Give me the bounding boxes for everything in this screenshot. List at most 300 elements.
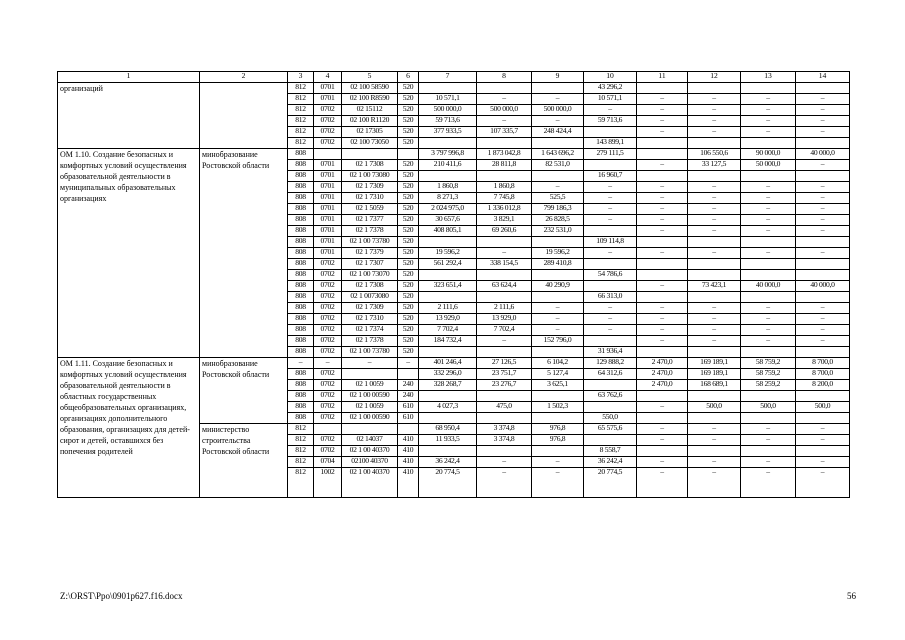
table-cell: 11 933,5 — [419, 435, 477, 446]
table-cell: – — [796, 226, 850, 237]
table-cell: 8 700,0 — [796, 369, 850, 380]
table-cell: 808 — [288, 226, 314, 237]
table-cell — [477, 270, 532, 281]
table-cell: 289 410,8 — [532, 259, 584, 270]
table-cell: – — [637, 314, 688, 325]
table-cell — [419, 270, 477, 281]
table-cell: 8 271,3 — [419, 193, 477, 204]
table-cell: 520 — [398, 270, 419, 281]
table-cell: 0702 — [314, 259, 342, 270]
table-cell: – — [741, 468, 796, 498]
table-cell — [637, 83, 688, 94]
table-cell: 40 000,0 — [796, 281, 850, 292]
table-cell — [584, 259, 637, 270]
table-cell: 02 1 7308 — [342, 281, 398, 292]
table-cell: 520 — [398, 259, 419, 270]
table-cell — [637, 171, 688, 182]
table-cell: 520 — [398, 303, 419, 314]
table-cell: 561 292,4 — [419, 259, 477, 270]
table-cell: – — [796, 325, 850, 336]
table-cell: 0702 — [314, 127, 342, 138]
table-cell: – — [741, 215, 796, 226]
table-cell — [796, 446, 850, 457]
table-cell: 525,5 — [532, 193, 584, 204]
table-cell: – — [477, 468, 532, 498]
table-cell — [398, 424, 419, 435]
table-cell: 520 — [398, 336, 419, 347]
table-cell: 500,0 — [741, 402, 796, 413]
table-cell: 27 126,5 — [477, 358, 532, 369]
table-cell — [419, 292, 477, 303]
table-cell: 0701 — [314, 94, 342, 105]
table-cell: 58 759,2 — [741, 369, 796, 380]
table-cell — [796, 391, 850, 402]
table-cell — [741, 446, 796, 457]
table-cell: 107 335,7 — [477, 127, 532, 138]
table-cell: – — [637, 468, 688, 498]
table-cell: 338 154,5 — [477, 259, 532, 270]
table-cell: – — [741, 314, 796, 325]
table-cell — [796, 83, 850, 94]
table-cell — [741, 138, 796, 149]
table-cell — [342, 149, 398, 160]
column-header: 9 — [532, 72, 584, 83]
table-cell: – — [637, 193, 688, 204]
column-header: 11 — [637, 72, 688, 83]
table-cell — [477, 347, 532, 358]
column-header: 8 — [477, 72, 532, 83]
table-cell: 520 — [398, 226, 419, 237]
table-cell — [637, 292, 688, 303]
table-cell: 3 625,1 — [532, 380, 584, 391]
table-cell: – — [532, 325, 584, 336]
table-cell: – — [796, 435, 850, 446]
table-cell: – — [637, 457, 688, 468]
responsible-org — [200, 149, 288, 358]
table-cell — [637, 270, 688, 281]
table-cell: – — [637, 105, 688, 116]
table-cell — [796, 259, 850, 270]
table-cell — [688, 446, 741, 457]
table-cell: 408 805,1 — [419, 226, 477, 237]
table-cell: 02 1 7378 — [342, 336, 398, 347]
table-cell — [637, 259, 688, 270]
table-cell — [741, 413, 796, 424]
table-cell: – — [741, 457, 796, 468]
table-cell: 808 — [288, 270, 314, 281]
table-cell: 377 933,5 — [419, 127, 477, 138]
table-cell — [532, 413, 584, 424]
table-cell — [477, 237, 532, 248]
table-cell: 0701 — [314, 160, 342, 171]
table-cell: 64 312,6 — [584, 369, 637, 380]
table-cell: 02 1 7377 — [342, 215, 398, 226]
table-cell: – — [688, 435, 741, 446]
table-cell — [314, 424, 342, 435]
column-header: 6 — [398, 72, 419, 83]
table-cell — [477, 391, 532, 402]
table-cell: – — [584, 314, 637, 325]
table-cell: 0702 — [314, 369, 342, 380]
table-cell: 520 — [398, 204, 419, 215]
table-cell: – — [637, 127, 688, 138]
table-cell — [796, 171, 850, 182]
table-cell: 7 702,4 — [419, 325, 477, 336]
table-cell: 59 713,6 — [419, 116, 477, 127]
table-cell: – — [532, 457, 584, 468]
table-cell — [637, 413, 688, 424]
table-cell: – — [796, 424, 850, 435]
table-cell: – — [741, 424, 796, 435]
column-header: 4 — [314, 72, 342, 83]
table-cell: 475,0 — [477, 402, 532, 413]
table-cell: 0701 — [314, 83, 342, 94]
table-cell: 0701 — [314, 193, 342, 204]
table-cell — [419, 171, 477, 182]
table-cell — [532, 446, 584, 457]
table-cell — [741, 237, 796, 248]
table-cell: – — [637, 94, 688, 105]
table-cell — [419, 83, 477, 94]
table-cell: 02 1 7378 — [342, 226, 398, 237]
table-cell — [477, 171, 532, 182]
table-cell: 28 811,8 — [477, 160, 532, 171]
table-cell: 240 — [398, 391, 419, 402]
table-cell: 143 899,1 — [584, 138, 637, 149]
table-cell: – — [688, 314, 741, 325]
table-cell — [532, 347, 584, 358]
responsible-org — [200, 83, 288, 149]
table-cell — [741, 391, 796, 402]
column-header: 7 — [419, 72, 477, 83]
table-cell: – — [532, 468, 584, 498]
table-cell: 69 260,6 — [477, 226, 532, 237]
table-cell — [688, 138, 741, 149]
table-cell: 02 17305 — [342, 127, 398, 138]
table-cell: – — [288, 358, 314, 369]
table-cell: – — [637, 160, 688, 171]
table-cell: 90 000,0 — [741, 149, 796, 160]
measure-title-text: ОМ 1.10. Создание безопасных и комфортных условий осуществления образовательной деятельности в муниципальных образовательных организациях — [60, 150, 187, 203]
table-cell — [741, 259, 796, 270]
table-cell: 808 — [288, 171, 314, 182]
measure-title-text: организаций — [60, 84, 103, 93]
table-cell — [419, 446, 477, 457]
table-cell: – — [688, 116, 741, 127]
column-header: 14 — [796, 72, 850, 83]
table-cell: – — [637, 226, 688, 237]
table-cell: 1 873 042,8 — [477, 149, 532, 160]
table-cell — [688, 270, 741, 281]
table-cell — [796, 270, 850, 281]
table-cell: 248 424,4 — [532, 127, 584, 138]
table-cell: 410 — [398, 457, 419, 468]
table-cell — [688, 259, 741, 270]
table-cell: 520 — [398, 182, 419, 193]
table-cell: – — [741, 116, 796, 127]
table-cell: 808 — [288, 314, 314, 325]
table-cell: 02 1 00 40370 — [342, 468, 398, 498]
table-cell — [796, 413, 850, 424]
table-cell: – — [688, 127, 741, 138]
column-header: 12 — [688, 72, 741, 83]
table-row — [58, 149, 850, 160]
table-cell: 808 — [288, 391, 314, 402]
table-cell: 2 470,0 — [637, 380, 688, 391]
table-cell: 129 888,2 — [584, 358, 637, 369]
table-cell: 808 — [288, 402, 314, 413]
table-cell: 20 774,5 — [584, 468, 637, 498]
table-cell: 169 189,1 — [688, 369, 741, 380]
table-cell: 58 759,2 — [741, 358, 796, 369]
table-cell: – — [637, 215, 688, 226]
table-cell: 240 — [398, 380, 419, 391]
table-cell: 36 242,4 — [419, 457, 477, 468]
table-cell: 2 111,6 — [419, 303, 477, 314]
table-cell: – — [637, 248, 688, 259]
table-cell: 73 423,1 — [688, 281, 741, 292]
table-cell: – — [688, 226, 741, 237]
table-cell: 0702 — [314, 138, 342, 149]
table-cell: 410 — [398, 468, 419, 498]
table-cell: 02 1 00 73780 — [342, 347, 398, 358]
table-cell: 799 186,3 — [532, 204, 584, 215]
table-cell: – — [796, 336, 850, 347]
table-cell: 550,0 — [584, 413, 637, 424]
table-cell: – — [477, 457, 532, 468]
table-cell — [688, 171, 741, 182]
table-cell: 40 000,0 — [741, 281, 796, 292]
table-cell: – — [688, 204, 741, 215]
table-cell — [532, 171, 584, 182]
table-cell: 23 751,7 — [477, 369, 532, 380]
table-cell — [477, 138, 532, 149]
table-cell: – — [688, 94, 741, 105]
table-cell: 6 104,2 — [532, 358, 584, 369]
table-cell: 13 929,0 — [419, 314, 477, 325]
table-cell: 520 — [398, 215, 419, 226]
table-cell: 7 702,4 — [477, 325, 532, 336]
table-cell: 0702 — [314, 303, 342, 314]
table-cell: 520 — [398, 160, 419, 171]
table-cell: 520 — [398, 83, 419, 94]
table-cell: – — [584, 193, 637, 204]
table-cell: 232 531,0 — [532, 226, 584, 237]
table-cell: 210 411,6 — [419, 160, 477, 171]
table-cell: – — [477, 248, 532, 259]
table-cell: 02 14037 — [342, 435, 398, 446]
table-cell: – — [796, 303, 850, 314]
table-cell: 63 624,4 — [477, 281, 532, 292]
table-cell: 812 — [288, 138, 314, 149]
table-cell: 0702 — [314, 281, 342, 292]
footer-file-path: Z:\ORST\Ppo\0901p627.f16.docx — [60, 591, 183, 601]
table-cell: 520 — [398, 171, 419, 182]
table-cell: 8 558,7 — [584, 446, 637, 457]
table-cell: 43 296,2 — [584, 83, 637, 94]
table-cell: 520 — [398, 105, 419, 116]
table-cell: – — [741, 336, 796, 347]
table-cell: 109 114,8 — [584, 237, 637, 248]
table-cell: 02 15112 — [342, 105, 398, 116]
table-cell: – — [532, 303, 584, 314]
column-header: 3 — [288, 72, 314, 83]
table-cell: 63 762,6 — [584, 391, 637, 402]
table-cell: 808 — [288, 182, 314, 193]
table-cell — [688, 292, 741, 303]
measure-title — [58, 358, 200, 498]
table-cell: 1002 — [314, 468, 342, 498]
table-cell: – — [584, 248, 637, 259]
table-cell: 520 — [398, 138, 419, 149]
table-cell: – — [796, 248, 850, 259]
table-cell — [532, 270, 584, 281]
table-cell: 5 127,4 — [532, 369, 584, 380]
column-header: 5 — [342, 72, 398, 83]
table-cell — [477, 292, 532, 303]
table-cell: 0701 — [314, 215, 342, 226]
table-cell: 808 — [288, 248, 314, 259]
header-row — [58, 72, 850, 83]
table-cell: – — [584, 204, 637, 215]
table-cell: – — [741, 127, 796, 138]
table-cell: – — [637, 182, 688, 193]
table-cell: – — [314, 358, 342, 369]
table-cell: 0701 — [314, 204, 342, 215]
table-cell: – — [477, 94, 532, 105]
table-cell: 0702 — [314, 347, 342, 358]
table-cell — [741, 83, 796, 94]
table-cell: 410 — [398, 435, 419, 446]
responsible-org-text: министерство строительства Ростовской области — [202, 425, 270, 456]
table-cell: – — [637, 303, 688, 314]
table-cell: 02 100 58590 — [342, 83, 398, 94]
table-cell: 1 860,8 — [419, 182, 477, 193]
table-cell: 66 313,0 — [584, 292, 637, 303]
table-cell: 279 111,5 — [584, 149, 637, 160]
table-cell: 520 — [398, 193, 419, 204]
table-cell: – — [741, 435, 796, 446]
table-cell: 152 796,0 — [532, 336, 584, 347]
table-cell: 169 189,1 — [688, 358, 741, 369]
table-cell — [584, 160, 637, 171]
table-cell: – — [688, 424, 741, 435]
table-cell: 328 268,7 — [419, 380, 477, 391]
table-cell: 8 700,0 — [796, 358, 850, 369]
table-cell: 23 276,7 — [477, 380, 532, 391]
budget-table — [57, 71, 850, 498]
table-cell: 02 1 7309 — [342, 303, 398, 314]
table-cell: – — [796, 160, 850, 171]
table-cell: 808 — [288, 149, 314, 160]
table-cell: 500 000,0 — [477, 105, 532, 116]
table-cell: 808 — [288, 347, 314, 358]
table-cell — [532, 237, 584, 248]
table-row — [58, 83, 850, 94]
table-cell: 3 797 996,8 — [419, 149, 477, 160]
table-cell: 0702 — [314, 105, 342, 116]
table-cell: – — [796, 215, 850, 226]
table-cell — [637, 237, 688, 248]
table-cell: 808 — [288, 160, 314, 171]
table-cell: 16 960,7 — [584, 171, 637, 182]
table-cell — [532, 138, 584, 149]
table-cell — [796, 237, 850, 248]
table-cell — [584, 402, 637, 413]
table-cell: 0702 — [314, 391, 342, 402]
table-cell — [477, 446, 532, 457]
table-cell: – — [796, 204, 850, 215]
table-cell: 02 1 7307 — [342, 259, 398, 270]
table-cell: 58 259,2 — [741, 380, 796, 391]
table-cell: 02 100 73050 — [342, 138, 398, 149]
table-cell: 812 — [288, 468, 314, 498]
table-cell: 1 336 012,8 — [477, 204, 532, 215]
table-cell: 02 1 7379 — [342, 248, 398, 259]
table-cell: – — [688, 336, 741, 347]
table-cell: 808 — [288, 259, 314, 270]
table-cell: – — [584, 303, 637, 314]
table-cell: 0701 — [314, 248, 342, 259]
table-cell: 36 242,4 — [584, 457, 637, 468]
table-cell — [796, 138, 850, 149]
table-cell: 02 1 7309 — [342, 182, 398, 193]
table-cell — [532, 391, 584, 402]
table-cell — [477, 413, 532, 424]
table-cell: 520 — [398, 347, 419, 358]
table-cell: 0702 — [314, 435, 342, 446]
table-cell: 02 1 00 73080 — [342, 171, 398, 182]
table-cell: 332 296,0 — [419, 369, 477, 380]
table-cell: 0702 — [314, 292, 342, 303]
measure-title — [58, 83, 200, 149]
table-cell: 812 — [288, 116, 314, 127]
table-cell: 31 936,4 — [584, 347, 637, 358]
table-cell: 33 127,5 — [688, 160, 741, 171]
table-cell: 808 — [288, 336, 314, 347]
table-cell: 808 — [288, 369, 314, 380]
table-cell: – — [796, 182, 850, 193]
table-cell: – — [796, 193, 850, 204]
table-cell: 10 571,1 — [419, 94, 477, 105]
table-cell: 65 575,6 — [584, 424, 637, 435]
table-cell: 808 — [288, 380, 314, 391]
table-cell: 520 — [398, 292, 419, 303]
table-cell: 812 — [288, 446, 314, 457]
table-cell — [584, 127, 637, 138]
table-cell: 40 000,0 — [796, 149, 850, 160]
table-cell: – — [796, 116, 850, 127]
column-header: 10 — [584, 72, 637, 83]
table-cell: 19 596,2 — [532, 248, 584, 259]
table-cell: – — [796, 457, 850, 468]
table-cell — [741, 347, 796, 358]
table-cell: 812 — [288, 83, 314, 94]
table-cell: – — [741, 325, 796, 336]
table-cell: – — [532, 94, 584, 105]
table-cell: 02 1 0059 — [342, 380, 398, 391]
table-cell: 0702 — [314, 446, 342, 457]
table-cell: 401 246,4 — [419, 358, 477, 369]
table-cell — [419, 138, 477, 149]
table-cell: – — [741, 182, 796, 193]
table-cell: 02 1 00 40370 — [342, 446, 398, 457]
table-cell: 520 — [398, 237, 419, 248]
table-cell: – — [688, 325, 741, 336]
table-cell: – — [741, 226, 796, 237]
table-cell: – — [584, 182, 637, 193]
table-cell: – — [477, 336, 532, 347]
